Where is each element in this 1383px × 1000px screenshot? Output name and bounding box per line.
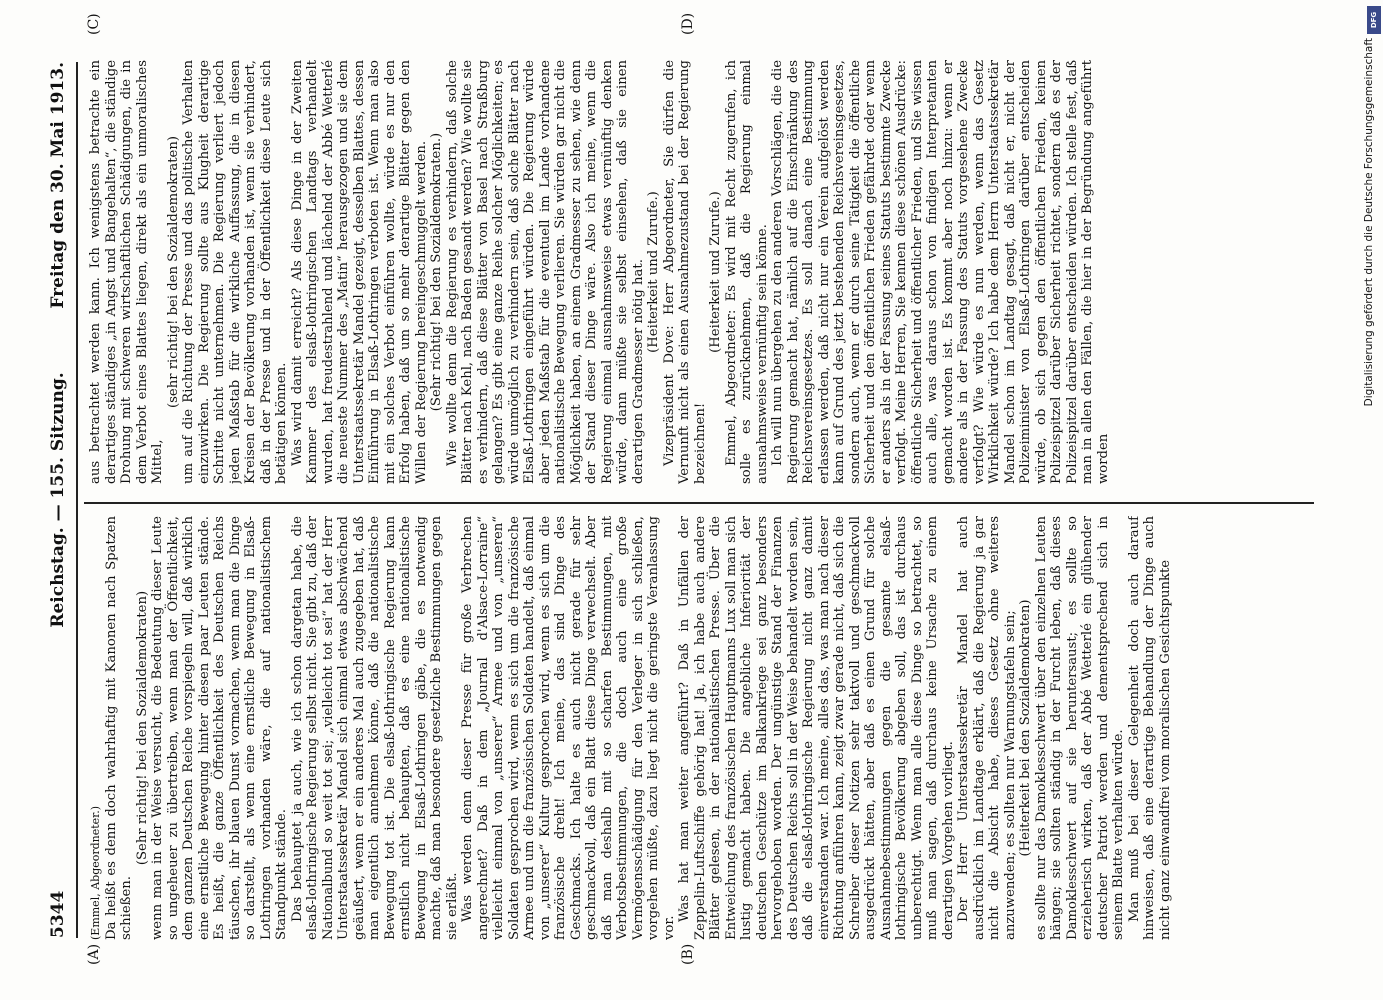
margin-marker-a: (A): [86, 943, 102, 965]
right-column-paragraph: Wie wollte denn die Regierung es verhindern, daß solche Blätter nach Kehl, nach Baden gesandt werden? Wie wollte sie es verhindern, daß diese Blätter von Basel nach Straßburg gelangen? Es gibt eine ganze Reihe solcher Möglichkeiten; es würde unmöglich zu verhindern sein, daß solche Blätter nach Elsaß-Lothringen eingeführt würden. Die Regierung würde aber jeden Maßstab für die eventuell im Lande vorhandene nationalistische Bewegung verlieren. Sie würden gar nicht die Möglichkeit haben, an einem Gradmesser zu sehen, wie denn der Stand dieser Dinge wäre. Also ich meine, wenn die Regierung einmal ausnahmsweise etwas vernünftig denken würde, dann müßte sie selbst einsehen, daß sie einen derartigen Gradmesser nötig hat.: [444, 60, 646, 484]
left-column-paragraph: Was hat man weiter angeführt? Daß in Unfällen der Zeppelin-Luftschiffe gehörig hat! Ja, ich habe auch andere Blätter gelesen, in der nationalistischen Presse. Über die Entweichung des französischen Hauptmanns Lux soll man sich lustig gemacht haben. Die angebliche Inferiorität der deutschen Geschütze im Balkankriege sei ganz besonders hervorgehoben worden. Der ungünstige Stand der Finanzen des Deutschen Reichs soll in der Weise behandelt worden sein, daß die elsaß-lothringische Regierung nicht ganz damit einverstanden war. Ich meine, alles das, was man nach dieser Richtung anführen kann, zeigt zwar gerade nicht, daß sich die Schreiber dieser Notizen sehr taktvoll und geschmackvoll ausgedrückt hätten, aber daß es einen Grund für solche Ausnahmebestimmungen gegen die gesamte elsaß-lothringische Bevölkerung abgeben soll, das ist durchaus unberechtigt. Wenn man alle diese Dinge so betrachtet, so muß man sagen, daß durchaus keine Ursache zu einem derartigen Vorgehen vorliegt.: [677, 516, 956, 940]
left-column-paragraph: Man muß bei dieser Gelegenheit doch auch darauf hinweisen, daß eine derartige Behandlung der Dinge auch nicht ganz einwandfrei vom moralischen Gesichtspunkte: [1126, 516, 1173, 940]
page-number: 5344: [48, 890, 68, 938]
right-column-paragraph: Was wird damit erreicht? Als diese Dinge in der Zweiten Kammer des elsaß-lothringischen Landtags verhandelt wurden, hat freudestrahlend und lächelnd der Abbé Wetterlé die neueste Nummer des „Matin“ herausgezogen und sie dem Unterstaatssekretär Mandel gezeigt, desselben Blattes, dessen Einführung in Elsaß-Lothringen verboten ist. Wenn man also mit ein solches Verbot einführen wollte, würde es nur den Erfolg haben, daß um so mehr derartige Blätter gegen den Willen der Regierung hereingeschmuggelt werden.: [289, 60, 429, 484]
right-column-paragraph: Emmel, Abgeordneter: Es wird mit Recht zugerufen, ich solle es zurücknehmen, daß die Regierung einmal ausnahmsweise vernünftig sein könne.: [723, 60, 770, 484]
right-column-paragraph: Ich will nun übergehen zu den anderen Vorschlägen, die die Regierung gemacht hat, nämlich auf die Einschränkung des Reichsvereinsgesetzes. Es soll danach eine Bestimmung erlassen werden, daß nicht nur ein Verein aufgelöst werden kann auf Grund des jetzt bestehenden Reichsvereinsgesetzes, sondern auch, wenn er durch seine Tätigkeit die öffentliche Sicherheit und den öffentlichen Frieden gefährdet oder wenn er anders als in der Fassung seines Statuts bestimmte Zwecke verfolgt. Meine Herren, Sie kennen diese schönen Ausdrücke: öffentliche Sicherheit und öffentlicher Frieden, und Sie wissen auch alle, was daraus schon von findigen Interpretanten gemacht worden ist. Es kommt aber noch hinzu: wenn er andere als in der Fassung des Statuts vorgesehene Zwecke verfolgt? Wie würde es nun werden, wenn das Gesetz Wirklichkeit würde? Ich habe dem Herrn Unterstaatssekretär Mandel schon im Landtag gesagt, daß nicht er, nicht der Polizeiminister von Elsaß-Lothringen darüber entscheiden würde, ob sich gegen den öffentlichen Frieden, keinen Polizeispitzel darüber Sicherheit richtet, sondern daß es der Polizeispitzel darüber entscheiden würden. Ich stelle fest, daß man in allen den Fällen, die hier in der Begründung angeführt worden: [770, 60, 1111, 484]
left-column-paragraph: Da heißt es denn doch wahrhaftig mit Kanonen nach Spatzen schießen.: [103, 516, 134, 940]
left-column-paragraph: (Sehr richtig! bei den Sozialdemokraten): [134, 590, 150, 866]
margin-marker-c: (C): [86, 13, 102, 35]
page-header: [42, 62, 72, 938]
left-column-paragraph: Der Herr Unterstaatssekretär Mandel hat auch ausdrücklich im Landtage erklärt, daß die Regierung ja gar nicht die Absicht habe, dieses Gesetz ohne weiteres anzuwenden; es sollten nur Warnungstafeln sein;: [956, 516, 1018, 940]
digitization-note: [1356, 0, 1382, 1000]
right-column-paragraph: (Sehr richtig! bei den Sozialdemokraten.): [429, 132, 444, 412]
header-rule: [76, 62, 78, 938]
column-divider: [84, 502, 1314, 504]
left-column-paragraph: wenn man in der Weise versucht, die Bedeutung dieser Leute so ungeheuer zu übertreiben, wenn man der Öffentlichkeit, dem ganzen Deutschen Reiche vorspiegeln will, daß wirklich eine ernstliche Bewegung hinter diesen paar Leuten stände. Es heißt, die ganze Öffentlichkeit des Deutschen Reichs täuschen, ihr blauen Dunst vormachen, wenn man die Dinge so darstellt, als wenn eine ernstliche Bewegung in Elsaß-Lothringen vorhanden wäre, die auf nationalistischem Standpunkt stände.: [150, 516, 289, 940]
left-column-paragraph: (Emmel, Abgeordneter.): [89, 805, 102, 940]
right-column-paragraph: (Heiterkeit und Zurufe.): [646, 191, 661, 353]
digitization-note-text: Digitalisierung gefördert durch die Deutsche Forschungsgemeinschaft: [1363, 38, 1375, 407]
right-column-paragraph: Vizepräsident Dove: Herr Abgeordneter, Sie dürfen die Vernunft nicht als einen Ausnahmezustand bei der Regierung bezeichnen!: [661, 60, 708, 484]
left-column-paragraph: es sollte nur das Damoklesschwert über den einzelnen Leuten hängen; sie sollten ständig in der Furcht leben, daß dieses Damoklesschwert auf sie heruntersaust; es sollte so erzieherisch wirken, daß der Abbé Wetterlé ein glühender deutscher Patriot werden und dementsprechend sich in seinem Blatte verhalten würde.: [1033, 516, 1126, 940]
right-column-paragraph: (sehr richtig! bei den Sozialdemokraten): [165, 136, 181, 408]
right-column-paragraph: aus betrachtet werden kann. Ich wenigstens betrachte ein derartiges ständiges „in Angst und Bangehalten“, die ständige Drohung mit schweren wirtschaftlichen Schädigungen, die in dem Verbot eines Blattes liegen, direkt als ein unmoralisches Mittel,: [88, 60, 165, 484]
session-date: Freitag den 30. Mai 1913.: [48, 62, 68, 309]
left-text-column: [88, 516, 1303, 940]
session-title: Reichstag. — 155. Sitzung.: [48, 372, 68, 628]
right-column-paragraph: um auf die Richtung der Presse und das politische Verhalten einzuwirken. Die Regierung sollte aus Klugheit derartige Schritte nicht unternehmen. Die Regierung verliert jedoch jeden Maßstab für die wirkliche Auffassung, die in diesen Kreisen der Bevölkerung vorhanden ist, wenn sie verhindert, daß in der Presse und in der Öffentlichkeit diese Leute sich betätigen können.: [181, 60, 289, 484]
left-column-paragraph: (Heiterkeit bei den Sozialdemokraten): [1018, 599, 1033, 857]
right-column-paragraph: (Heiterkeit und Zurufe.): [708, 191, 723, 353]
left-column-paragraph: Was werden denn dieser Presse für große Verbrechen angerechnet? Daß in dem „Journal d'Alsace-Lorraine“ vielleicht einmal von „unserer“ Armee und von „unseren“ Soldaten gesprochen wird, wenn es sich um die französische Armee und um die französischen Soldaten handelt, daß einmal von „unserer“ Kultur gesprochen wird, wenn es sich um die französische dreht! Ich meine, das sind Dinge des Geschmacks. Ich halte es auch nicht gerade für sehr geschmackvoll, daß ein Blatt diese Dinge verwechselt. Aber daß man deshalb mit so scharfen Bestimmungen, mit Verbotsbestimmungen, die doch auch eine große Vermögensschädigung für den Verleger in sich schließen, vorgehen müßte, dazu liegt nicht die geringste Veranlassung vor.: [460, 516, 677, 940]
dfg-logo: [1367, 6, 1381, 34]
left-column-paragraph: Das behauptet ja auch, wie ich schon dargetan habe, die elsaß-lothringische Regierung selbst nicht. Sie gibt zu, daß der Nationalbund so weit tot sei; „vielleicht tot sei“ hat der Herr Unterstaatssekretär Mandel sich einmal etwas abschwächend geäußert, wenn er ein anderes Mal auch zugegeben hat, daß man eigentlich annehmen könne, daß die nationalistische Bewegung tot ist. Die elsaß-lothringische Regierung kann ernstlich nicht behaupten, daß es eine nationalistische Bewegung in Elsaß-Lothringen gäbe, die es notwendig machte, daß man besondere gesetzliche Bestimmungen gegen sie erläßt.: [289, 516, 460, 940]
margin-marker-b: (B): [680, 943, 696, 965]
dfg-logo-text: DFG: [1370, 11, 1378, 29]
right-text-column: [88, 60, 1303, 484]
margin-marker-d: (D): [680, 12, 696, 35]
